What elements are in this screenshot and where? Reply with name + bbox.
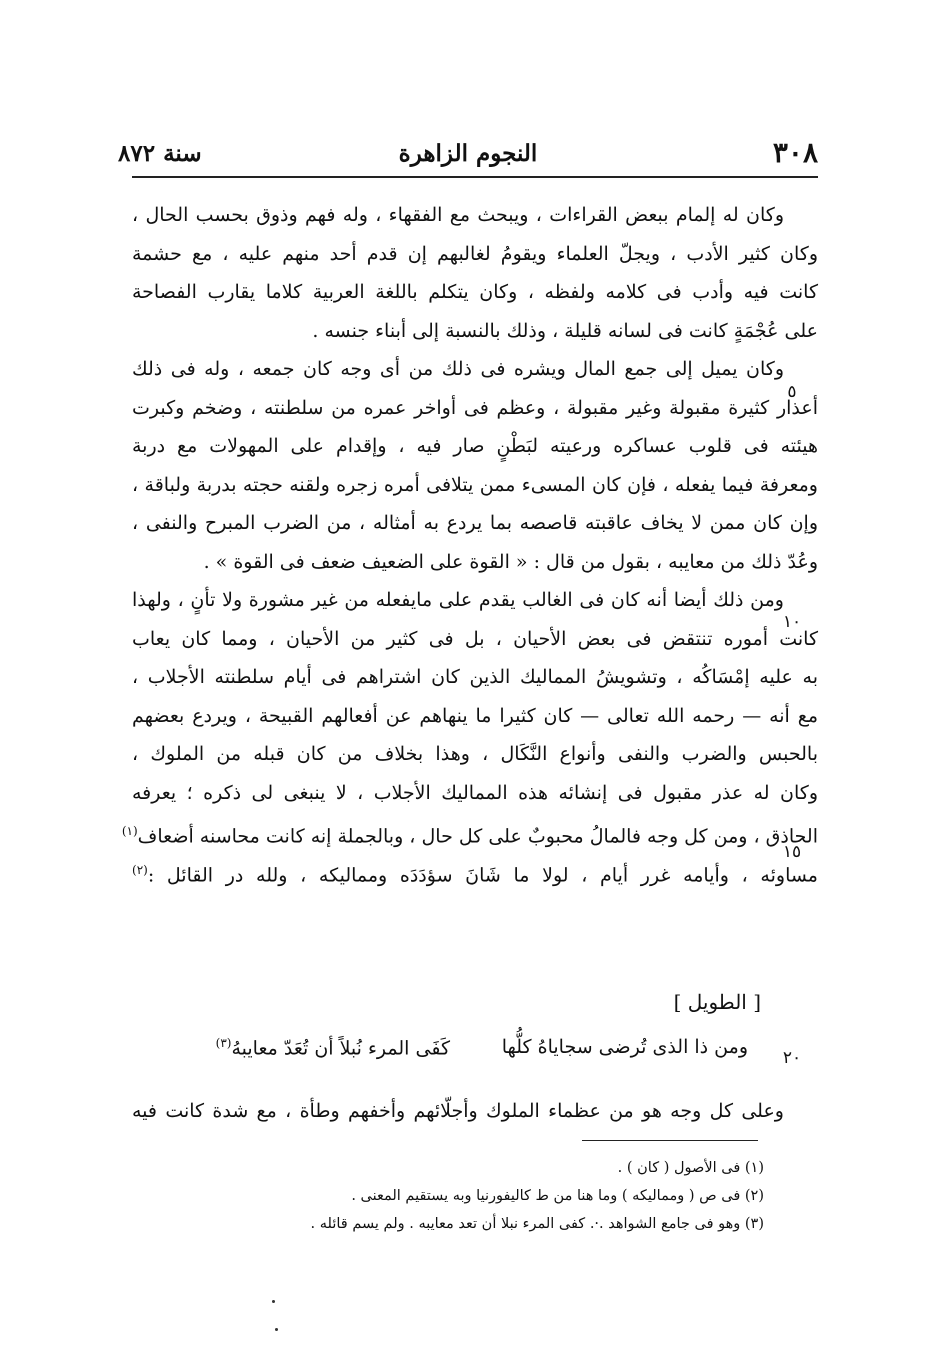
- header-book-title: النجوم الزاهرة: [398, 140, 538, 167]
- scan-speck: [275, 1328, 278, 1331]
- footnote: (٣) وهو فى جامع الشواهد .·. كفى المرء نبلا أن تعد معايبه . ولم يسم قائله .: [310, 1216, 764, 1232]
- footnotes: [132, 1154, 818, 1238]
- text-line: ومن ذلك أيضا أنه كان فى الغالب يقدم على مايفعله من غير مشورة ولا تأنٍ ، ولهذا: [132, 589, 784, 611]
- main-text: [121, 196, 818, 889]
- text-line: مع أنه — رحمه الله تعالى — كان كثيرا ما ينهاهم عن أفعالهم القبيحة ، ويردع بعضهم: [132, 704, 818, 727]
- scan-speck: [272, 1300, 275, 1303]
- text-line: على عُجْمَةٍ كانت فى لسانه قليلة ، وذلك بالنسبة إلى أبناء جنسه .: [312, 319, 818, 342]
- text-line: ومعرفة فيما يفعله ، فإن كان المسىء ممن يتلافى أمره زجره ولقنه حجته بدربة ولباقة ،: [132, 473, 818, 496]
- text-line: أعذار كثيرة مقبولة وغير مقبولة ، وعظم فى أواخر عمره من سلطنته ، وضخم وكبرت: [132, 396, 818, 419]
- text-line: كانت فيه وأدب فى كلامه ولفظه ، وكان يتكلم باللغة العربية كلاما يقارب الفصاحة: [132, 281, 818, 303]
- footnote-ref: (١): [121, 824, 138, 838]
- text-line: كانت أموره تنتقض فى بعض الأحيان ، بل فى كثير من الأحيان ، ومما كان يعاب: [132, 627, 818, 650]
- text-line: وعلى كل وجه هو من عظماء الملوك وأجلّائهم وأخفهم وطأة ، مع شدة كانت فيه: [132, 1100, 784, 1122]
- footnote: (٢) فى ص ( ومماليكه ) وما هنا من ط كاليفورنيا وبه يستقيم المعنى .: [351, 1188, 764, 1204]
- line-number-15: ١٥: [782, 842, 802, 862]
- text-line: به عليه إمْسَاكُه ، وتشويشُ المماليك الذين كان اشتراهم فى أيام سلطنته الأجلاب ،: [132, 666, 818, 688]
- footnote-rule: [582, 1140, 758, 1141]
- text-line: مساوئه ، وأيامه غرر أيام ، لولا ما شَانَ سؤدَدَه ومماليكه ، ولله در القائل :$^{(٢)}$: [132, 862, 818, 886]
- text-line: وكان يميل إلى جمع المال ويشره فى ذلك من أى وجه كان جمعه ، وله فى ذلك: [132, 358, 784, 380]
- footnote-ref: (٣): [215, 1036, 232, 1050]
- text-line: وكان كثير الأدب ، ويجلّ العلماء ويقومُ لغالبهم إن قدم أحد منهم عليه ، مع حشمة: [132, 242, 818, 265]
- line-number-10: ١٠: [782, 612, 802, 632]
- verse-hemistich-2: كَفَى المرء نُبلاً أن تُعَدّ معايبهُ$^{(٣)}$: [215, 1036, 450, 1060]
- header-year: سنة ٨٧٢: [118, 140, 202, 167]
- text-line: الحاذق ، ومن كل وجه فالمالُ محبوبٌ على كل حال ، وبالجملة إنه كانت محاسنه أضعاف$^{(١)}$: [121, 824, 818, 848]
- line-number-5: ٥: [787, 382, 797, 402]
- text-line: وإن كان ممن لا يخاف عاقبته قاصصه بما يردع به أمثاله ، من الضرب المبرح والنفى ،: [132, 512, 818, 534]
- footnote: (١) فى الأصول ( كان ) .: [617, 1160, 764, 1176]
- text-line: وكان له عذر مقبول فى إنشائه هذه المماليك الأجلاب ، لا ينبغى لى ذكره ؛ يعرفه: [132, 781, 818, 804]
- line-number-20: ٢٠: [782, 1048, 802, 1068]
- header-rule: [132, 176, 818, 178]
- running-header: [118, 136, 818, 176]
- text-line: هيئته فى قلوب عساكره ورعيته لبَطْنٍ صار فيه ، وإقدام على المهولات مع دربة: [132, 435, 818, 457]
- text-line: وكان له إلمام ببعض القراءات ، ويبحث مع الفقهاء ، وله فهم وذوق بحسب الحال ،: [132, 204, 784, 226]
- verse-hemistich-1: ومن ذا الذى تُرضى سجاياهُ كلُّها: [501, 1036, 748, 1058]
- footnote-ref: (٢): [132, 862, 148, 877]
- verse-meter-label: [ الطويل ]: [673, 990, 761, 1014]
- text-line: وعُدّ ذلك من معايبه ، بقول من قال : « القوة على الضعيف ضعف فى القوة » .: [203, 550, 818, 573]
- text-line: بالحبس والضرب والنفى وأنواع النَّكَال ، وهذا بخلاف من كان قبله من الملوك ،: [132, 743, 818, 765]
- verse: [132, 1036, 818, 1074]
- page-number: ٣٠٨: [772, 136, 818, 169]
